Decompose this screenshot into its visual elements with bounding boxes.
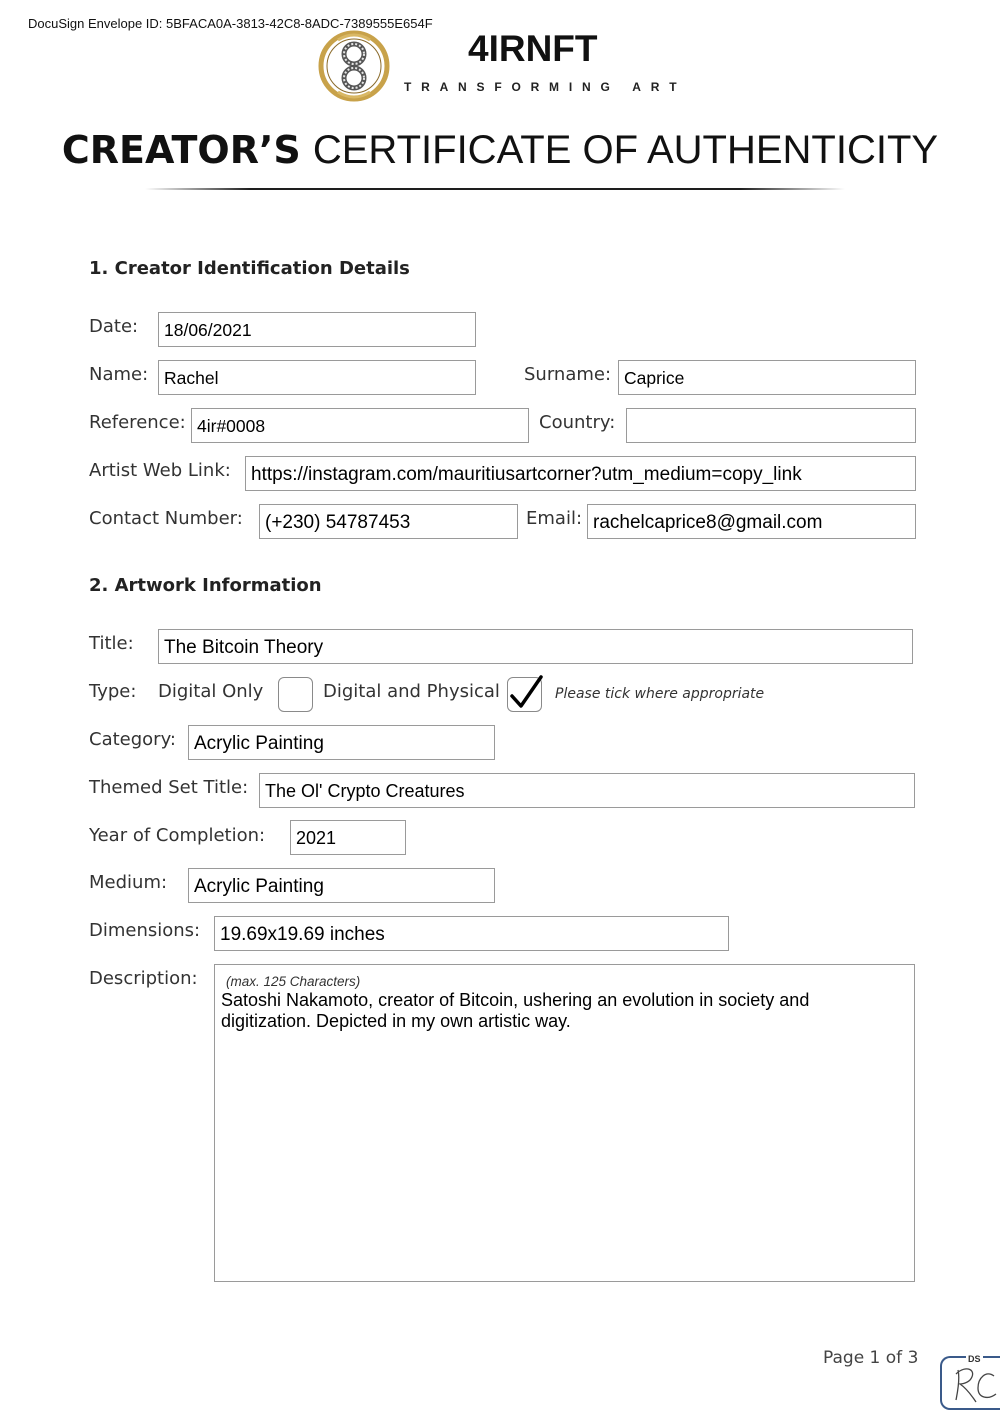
title-rest: CERTIFICATE OF AUTHENTICITY bbox=[312, 128, 939, 172]
year-field[interactable]: 2021 bbox=[290, 820, 406, 855]
type-hint: Please tick where appropriate bbox=[555, 686, 765, 702]
description-field[interactable] bbox=[214, 964, 915, 1282]
brand-name: 4IRNFT bbox=[468, 28, 598, 69]
year-label: Year of Completion: bbox=[89, 825, 266, 846]
email-label: Email: bbox=[526, 508, 583, 529]
category-field[interactable]: Acrylic Painting bbox=[188, 725, 495, 760]
weblink-field[interactable]: https://instagram.com/mauritiusartcorner?utm_medium=copy_link bbox=[245, 456, 916, 491]
country-label: Country: bbox=[539, 412, 616, 433]
category-label: Category: bbox=[89, 729, 176, 750]
digital-physical-checkbox[interactable] bbox=[507, 677, 542, 712]
type-digital-only-label: Digital Only bbox=[158, 681, 264, 702]
surname-field[interactable]: Caprice bbox=[618, 360, 916, 395]
reference-label: Reference: bbox=[89, 412, 186, 433]
handwritten-initials-icon bbox=[944, 1358, 1000, 1408]
contact-field[interactable]: (+230) 54787453 bbox=[259, 504, 518, 539]
brand-tagline: TRANSFORMING ART bbox=[404, 80, 687, 94]
themed-set-label: Themed Set Title: bbox=[89, 777, 249, 798]
docusign-ds-tag: DS bbox=[968, 1354, 981, 1364]
date-label: Date: bbox=[89, 316, 139, 337]
themed-set-field[interactable]: The Ol' Crypto Creatures bbox=[259, 773, 915, 808]
country-field[interactable] bbox=[626, 408, 916, 443]
page-title bbox=[0, 128, 1000, 173]
email-field[interactable]: rachelcaprice8@gmail.com bbox=[587, 504, 916, 539]
title-divider bbox=[145, 188, 845, 190]
description-text: Satoshi Nakamoto, creator of Bitcoin, ushering an evolution in society and digitization. Depicted in my own artistic way. bbox=[221, 990, 810, 1031]
artwork-title-field[interactable]: The Bitcoin Theory bbox=[158, 629, 913, 664]
section-artwork-heading: 2. Artwork Information bbox=[89, 575, 322, 596]
contact-label: Contact Number: bbox=[89, 508, 243, 529]
section-creator-heading: 1. Creator Identification Details bbox=[89, 258, 410, 279]
name-field[interactable]: Rachel bbox=[158, 360, 476, 395]
date-field[interactable]: 18/06/2021 bbox=[158, 312, 476, 347]
page-number: Page 1 of 3 bbox=[823, 1348, 919, 1368]
type-digital-physical-label: Digital and Physical bbox=[323, 681, 500, 702]
dimensions-field[interactable]: 19.69x19.69 inches bbox=[214, 916, 729, 951]
type-label: Type: bbox=[89, 681, 137, 702]
description-max-hint: (max. 125 Characters) bbox=[226, 974, 361, 989]
title-label: Title: bbox=[89, 633, 134, 654]
weblink-label: Artist Web Link: bbox=[89, 460, 231, 481]
description-label: Description: bbox=[89, 968, 198, 989]
name-label: Name: bbox=[89, 364, 149, 385]
dimensions-label: Dimensions: bbox=[89, 920, 201, 941]
title-bold: CREATOR’S bbox=[61, 128, 301, 172]
medium-label: Medium: bbox=[89, 872, 168, 893]
surname-label: Surname: bbox=[524, 364, 612, 385]
reference-field[interactable]: 4ir#0008 bbox=[191, 408, 529, 443]
brand-logo-icon bbox=[314, 30, 394, 102]
medium-field[interactable]: Acrylic Painting bbox=[188, 868, 495, 903]
digital-only-checkbox[interactable] bbox=[278, 677, 313, 712]
docusign-initials-stamp bbox=[940, 1356, 1000, 1410]
checkmark-icon bbox=[508, 674, 548, 714]
docusign-envelope-id: DocuSign Envelope ID: 5BFACA0A-3813-42C8-8ADC-7389555E654F bbox=[28, 16, 433, 31]
